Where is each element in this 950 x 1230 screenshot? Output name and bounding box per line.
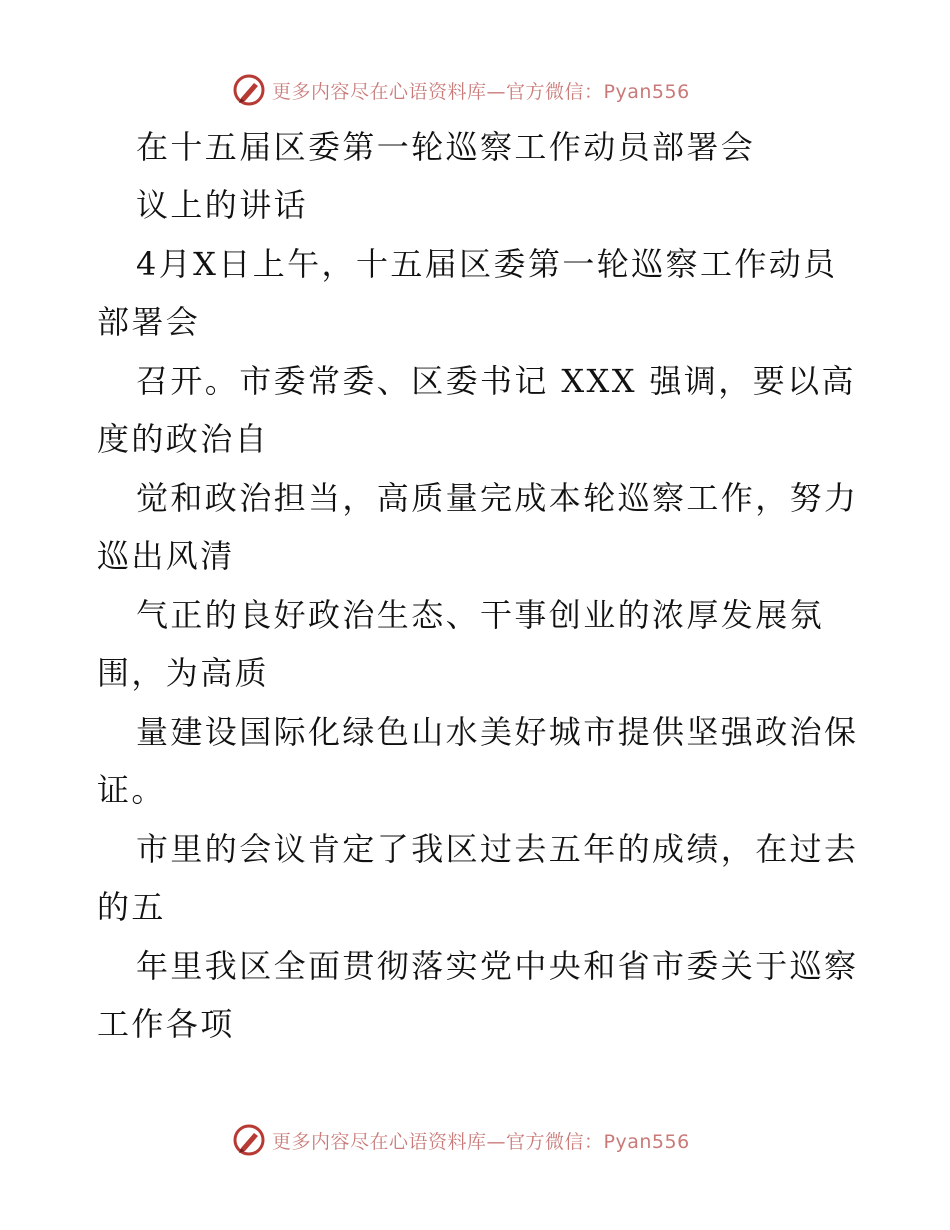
pen-logo-icon [232, 73, 266, 107]
doc-line: 议上的讲话 [136, 186, 309, 224]
pen-logo-icon [232, 1123, 266, 1157]
header-watermark [232, 72, 690, 108]
doc-line: 的五 [97, 888, 166, 926]
watermark-text: 更多内容尽在心语资料库—官方微信：Pyan556 [272, 1130, 690, 1153]
doc-line: 气正的良好政治生态、干事创业的浓厚发展氛 [136, 596, 825, 634]
doc-line: 觉和政治担当，高质量完成本轮巡察工作，努力 [136, 479, 859, 517]
watermark-text: 更多内容尽在心语资料库—官方微信：Pyan556 [272, 80, 690, 103]
doc-line: 市里的会议肯定了我区过去五年的成绩，在过去 [136, 830, 859, 868]
doc-line: 围，为高质 [97, 654, 270, 692]
doc-line: 证。 [97, 771, 166, 809]
doc-line: 巡出风清 [97, 537, 235, 575]
doc-line: 年里我区全面贯彻落实党中央和省市委关于巡察 [136, 947, 859, 985]
doc-line: 度的政治自 [97, 420, 270, 458]
footer-watermark [232, 1122, 690, 1158]
doc-line: 4月X日上午，十五届区委第一轮巡察工作动员 [136, 245, 838, 283]
doc-line: 召开。市委常委、区委书记 XXX 强调，要以高 [136, 362, 856, 400]
doc-line: 部署会 [97, 303, 201, 341]
doc-line: 工作各项 [97, 1005, 235, 1043]
doc-line: 量建设国际化绿色山水美好城市提供坚强政治保 [136, 713, 859, 751]
doc-line: 在十五届区委第一轮巡察工作动员部署会 [136, 128, 756, 166]
